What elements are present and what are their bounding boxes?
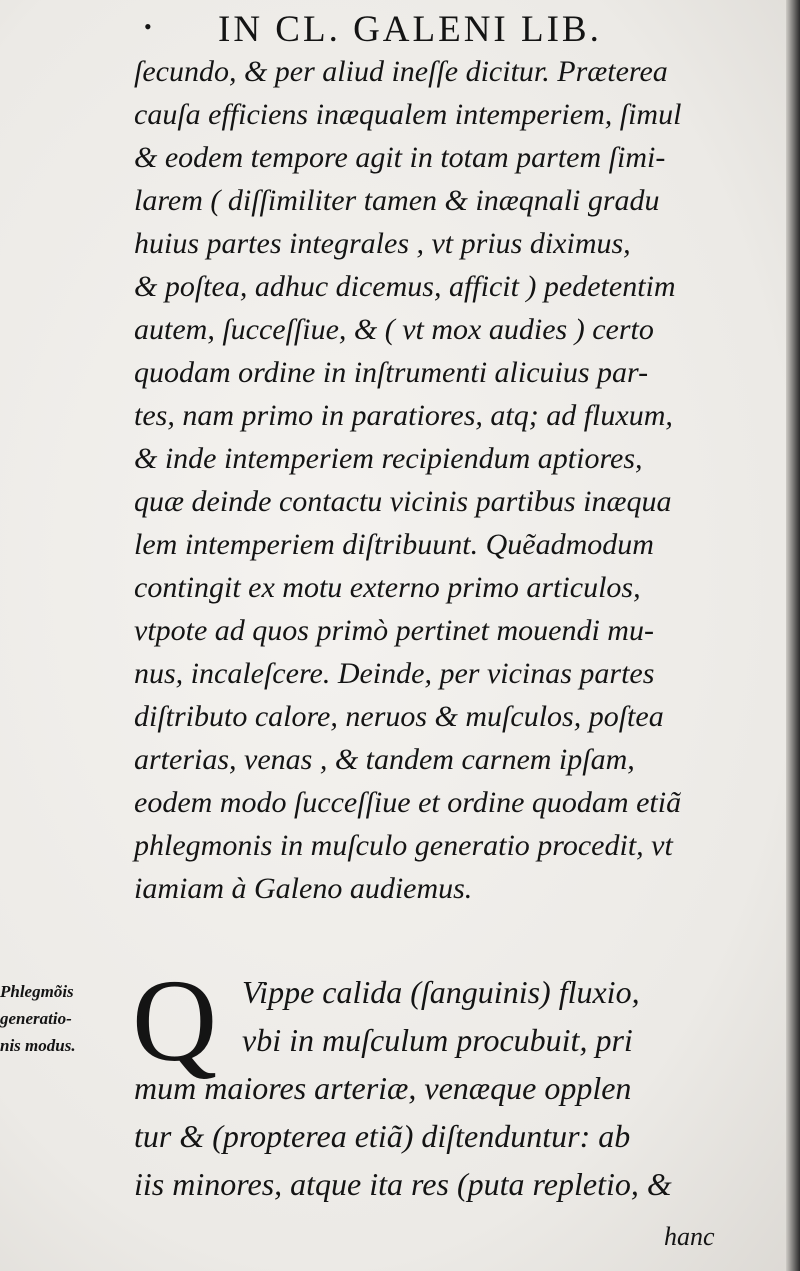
text-line: nus, incaleſcere. Deinde, per vicinas partes: [134, 657, 655, 690]
text-line: autem, ſucceſſiue, & ( vt mox audies ) certo: [134, 313, 654, 346]
text-line: quæ deinde contactu vicinis partibus inæqua: [134, 485, 672, 518]
text-line: cauſa efficiens inæqualem intemperiem, ſimul: [134, 98, 682, 131]
text-line: Vippe calida (ſanguinis) fluxio,: [242, 974, 640, 1010]
text-line: mum maiores arteriæ, venæque opplen: [134, 1070, 632, 1106]
text-line: arterias, venas , & tandem carnem ipſam,: [134, 743, 635, 776]
running-head: IN CL. GALENI LIB.: [218, 9, 602, 50]
text-line: lem intemperiem diſtribuunt. Quẽadmodum: [134, 528, 654, 561]
main-text-block: [134, 50, 734, 910]
text-line: tes, nam primo in paratiores, atq; ad fluxum,: [134, 399, 673, 432]
text-line: quodam ordine in inſtrumenti alicuius par-: [134, 356, 649, 389]
text-line: iamiam à Galeno audiemus.: [134, 872, 473, 905]
marginal-note-line: nis modus.: [0, 1036, 76, 1055]
text-line: contingit ex motu externo primo articulos,: [134, 571, 641, 604]
text-line: & inde intemperiem recipiendum aptiores,: [134, 442, 643, 475]
drop-cap: Q: [132, 955, 218, 1086]
page-gutter-shadow: [786, 0, 800, 1271]
text-line: ſecundo, & per aliud ineſſe dicitur. Præterea: [134, 55, 668, 88]
text-line: phlegmonis in muſculo generatio procedit, vt: [134, 829, 673, 862]
text-line: diſtributo calore, neruos & muſculos, poſtea: [134, 700, 664, 733]
text-line: tur & (propterea etiã) diſtenduntur: ab: [134, 1118, 631, 1154]
text-line: & poſtea, adhuc dicemus, afficit ) pedetentim: [134, 270, 676, 303]
marginal-note-line: Phlegmõis: [0, 982, 74, 1001]
marginal-note: [0, 978, 128, 1059]
text-line: eodem modo ſucceſſiue et ordine quodam etiã: [134, 786, 682, 819]
text-line: huius partes integrales , vt prius diximus,: [134, 227, 631, 260]
text-line: iis minores, atque ita res (puta repletio, &: [134, 1166, 672, 1202]
marginal-note-line: generatio-: [0, 1009, 72, 1028]
header-bullet: •: [144, 14, 152, 39]
text-line: larem ( diſſimiliter tamen & inæqnali gradu: [134, 184, 660, 217]
catchword: hanc: [664, 1222, 715, 1251]
second-paragraph: [134, 968, 734, 1208]
text-line: vtpote ad quos primò pertinet mouendi mu-: [134, 614, 654, 647]
text-line: vbi in muſculum procubuit, pri: [242, 1022, 633, 1058]
text-line: & eodem tempore agit in totam partem ſimi-: [134, 141, 666, 174]
